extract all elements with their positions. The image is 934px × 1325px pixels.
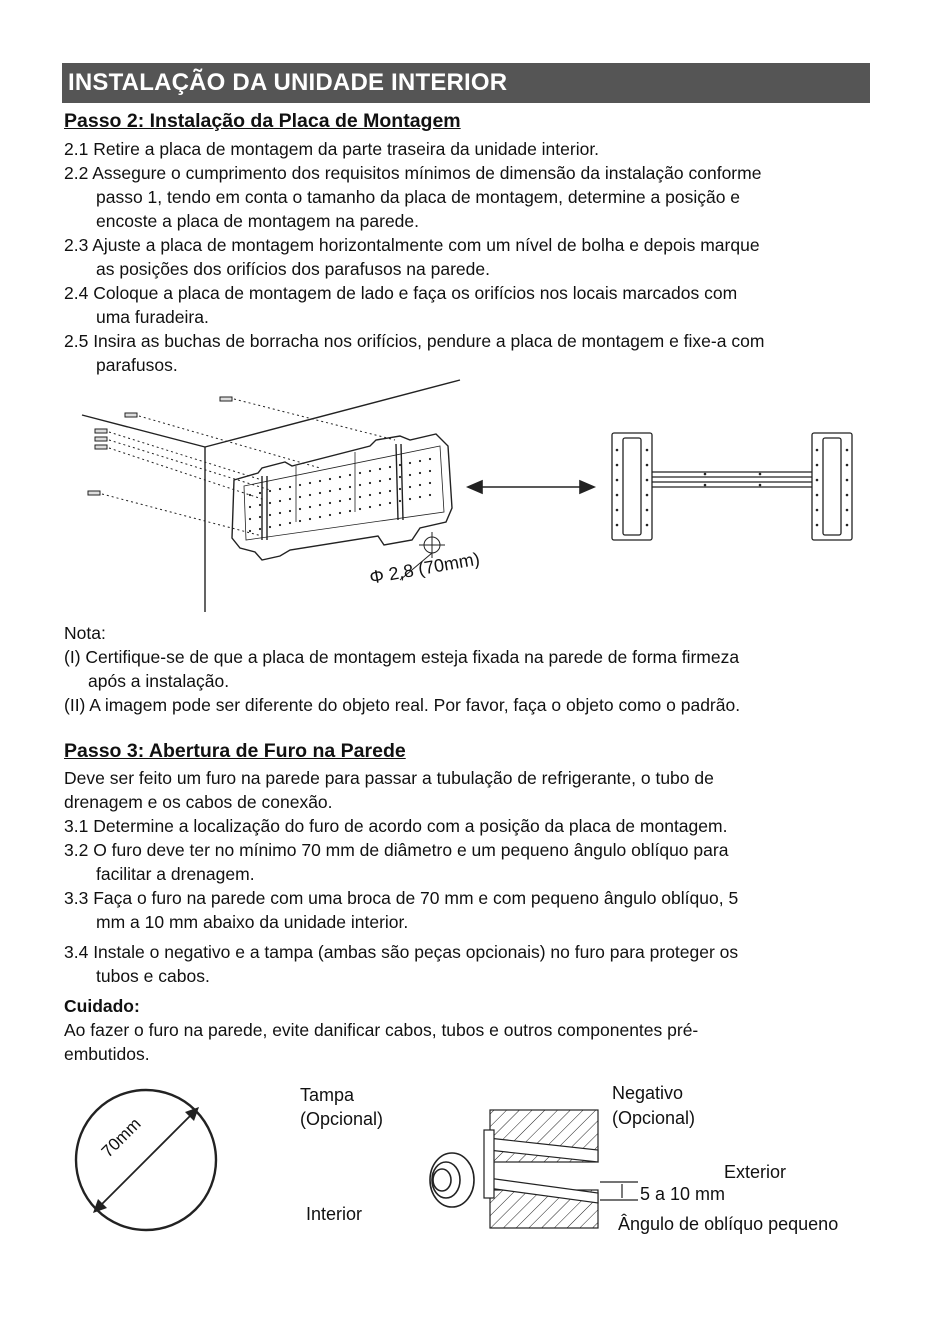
caution-title: Cuidado: <box>64 996 140 1016</box>
step3-line: 3.3 Faça o furo na parede com uma broca de 70 mm e com pequeno ângulo oblíquo, 5 <box>64 888 739 908</box>
step2-line: 2.3 Ajuste a placa de montagem horizontalmente com um nível de bolha e depois marque <box>64 235 760 255</box>
sleeve-label: Negativo <box>612 1083 684 1103</box>
note-line: (I) Certifique-se de que a placa de montagem esteja fixada na parede de forma firmeza <box>64 647 740 667</box>
step2-line: as posições dos orifícios dos parafusos na parede. <box>96 259 490 279</box>
step3-line: 3.1 Determine a localização do furo de acordo com a posição da placa de montagem. <box>64 816 728 836</box>
note-line: (II) A imagem pode ser diferente do objeto real. Por favor, faça o objeto como o padrão. <box>64 695 741 715</box>
interior-label: Interior <box>306 1204 363 1224</box>
cap-label: Tampa <box>300 1085 355 1105</box>
step3-line: facilitar a drenagem. <box>96 864 255 884</box>
exterior-label: Exterior <box>724 1162 787 1182</box>
note-title: Nota: <box>64 623 106 643</box>
step3-line: Deve ser feito um furo na parede para passar a tubulação de refrigerante, o tubo de <box>64 768 714 788</box>
step2-line: 2.4 Coloque a placa de montagem de lado e faça os orifícios nos locais marcados com <box>64 283 738 303</box>
caution-line: embutidos. <box>64 1044 150 1064</box>
step2-line: parafusos. <box>96 355 178 375</box>
step2-line: encoste a placa de montagem na parede. <box>96 211 419 231</box>
step2-line: 2.5 Insira as buchas de borracha nos orifícios, pendure a placa de montagem e fixe-a com <box>64 331 765 351</box>
section-title: INSTALAÇÃO DA UNIDADE INTERIOR <box>68 69 508 96</box>
note-line: após a instalação. <box>88 671 230 691</box>
step3-line: drenagem e os cabos de conexão. <box>64 792 333 812</box>
gap-label: 5 a 10 mm <box>640 1184 726 1204</box>
hole-diameter-label: Φ 2,8 (70mm) <box>368 548 482 588</box>
step3-line: tubos e cabos. <box>96 966 210 986</box>
sleeve-optional-label: (Opcional) <box>612 1108 696 1128</box>
cap-optional-label: (Opcional) <box>300 1109 384 1129</box>
step2-title: Passo 2: Instalação da Placa de Montagem <box>64 110 461 132</box>
section-header <box>62 63 870 103</box>
step3-line: 3.4 Instale o negativo e a tampa (ambas são peças opcionais) no furo para proteger os <box>64 942 739 962</box>
step2-line: 2.1 Retire a placa de montagem da parte traseira da unidade interior. <box>64 139 600 159</box>
step3-title: Passo 3: Abertura de Furo na Parede <box>64 740 406 762</box>
step2-line: 2.2 Assegure o cumprimento dos requisitos mínimos de dimensão da instalação conforme <box>64 163 762 183</box>
mounting-plate-illustration <box>0 370 934 620</box>
step3-line: 3.2 O furo deve ter no mínimo 70 mm de diâmetro e um pequeno ângulo oblíquo para <box>64 840 729 860</box>
diameter-label: 70mm <box>97 1114 145 1162</box>
step2-line: passo 1, tendo em conta o tamanho da placa de montagem, determine a posição e <box>96 187 741 207</box>
step2-line: uma furadeira. <box>96 307 209 327</box>
step3-line: mm a 10 mm abaixo da unidade interior. <box>96 912 409 932</box>
angle-label: Ângulo de oblíquo pequeno <box>618 1214 839 1234</box>
caution-line: Ao fazer o furo na parede, evite danificar cabos, tubos e outros componentes pré- <box>64 1020 699 1040</box>
